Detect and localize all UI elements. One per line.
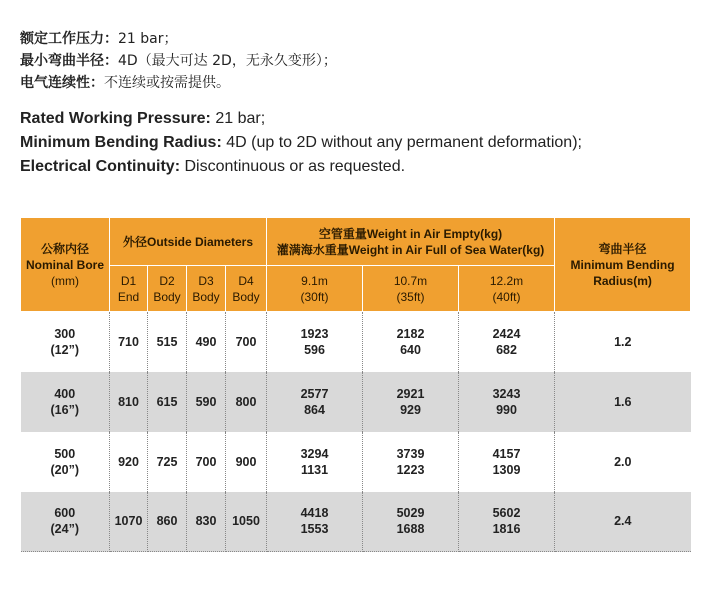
specs-english	[20, 107, 582, 179]
spec-value: Discontinuous or as requested.	[180, 158, 406, 175]
header-len-40ft: 12.2m (40ft)	[459, 266, 555, 312]
header-d1: D1 End	[110, 266, 148, 312]
bore-cell: 600 (24”)	[21, 492, 110, 552]
spec-line-continuity-en	[20, 155, 582, 179]
table-row	[21, 312, 691, 372]
header-outside-diameters: 外径Outside Diameters	[110, 218, 267, 266]
header-bending-radius: 弯曲半径 Minimum Bending Radius(m)	[555, 218, 691, 312]
header-len-30ft: 9.1m (30ft)	[267, 266, 363, 312]
bore-cell: 400 (16”)	[21, 372, 110, 432]
d1-cell: 810	[110, 372, 148, 432]
d1-cell: 920	[110, 432, 148, 492]
table-row	[21, 492, 691, 552]
specs-chinese	[20, 28, 337, 94]
header-d4: D4 Body	[226, 266, 267, 312]
d4-cell: 900	[226, 432, 267, 492]
spec-key: Electrical Continuity:	[20, 158, 181, 175]
spec-line-continuity-cn	[20, 72, 337, 94]
weight-cell: 2577 864	[267, 372, 363, 432]
d3-cell: 590	[187, 372, 226, 432]
d4-cell: 800	[226, 372, 267, 432]
radius-cell: 2.0	[555, 432, 691, 492]
spec-key: 额定工作压力：	[20, 31, 118, 47]
radius-cell: 1.6	[555, 372, 691, 432]
d2-cell: 860	[148, 492, 187, 552]
table-row	[21, 432, 691, 492]
d4-cell: 700	[226, 312, 267, 372]
radius-cell: 2.4	[555, 492, 691, 552]
header-nominal-bore: 公称内径 Nominal Bore (mm)	[21, 218, 110, 312]
d3-cell: 830	[187, 492, 226, 552]
bore-cell: 500 (20”)	[21, 432, 110, 492]
header-len-35ft: 10.7m (35ft)	[363, 266, 459, 312]
specs-table	[20, 217, 691, 552]
weight-cell: 4418 1553	[267, 492, 363, 552]
spec-key: Minimum Bending Radius:	[20, 134, 222, 151]
spec-line-pressure-en	[20, 107, 582, 131]
spec-value: 4D（最大可达 2D，无永久变形）；	[118, 53, 337, 69]
weight-cell: 4157 1309	[459, 432, 555, 492]
d3-cell: 700	[187, 432, 226, 492]
bore-cell: 300 (12”)	[21, 312, 110, 372]
spec-value: 不连续或按需提供。	[104, 75, 230, 91]
d1-cell: 710	[110, 312, 148, 372]
spec-line-bending-en	[20, 131, 582, 155]
d3-cell: 490	[187, 312, 226, 372]
spec-line-pressure-cn	[20, 28, 337, 50]
header-weight: 空管重量Weight in Air Empty(kg) 灌满海水重量Weight in Air Full of Sea Water(kg)	[267, 218, 555, 266]
header-d2: D2 Body	[148, 266, 187, 312]
weight-cell: 5029 1688	[363, 492, 459, 552]
spec-value: 21 bar；	[118, 31, 178, 47]
spec-value: 21 bar;	[210, 110, 266, 127]
weight-cell: 2182 640	[363, 312, 459, 372]
spec-key: 最小弯曲半径：	[20, 53, 118, 69]
weight-cell: 5602 1816	[459, 492, 555, 552]
weight-cell: 3739 1223	[363, 432, 459, 492]
d1-cell: 1070	[110, 492, 148, 552]
spec-value: 4D (up to 2D without any permanent deformation);	[221, 134, 582, 151]
weight-cell: 2424 682	[459, 312, 555, 372]
weight-cell: 1923 596	[267, 312, 363, 372]
radius-cell: 1.2	[555, 312, 691, 372]
weight-cell: 2921 929	[363, 372, 459, 432]
spec-key: Rated Working Pressure:	[20, 110, 211, 127]
table-row	[21, 372, 691, 432]
d2-cell: 725	[148, 432, 187, 492]
d4-cell: 1050	[226, 492, 267, 552]
spec-key: 电气连续性：	[20, 75, 104, 91]
spec-line-bending-cn	[20, 50, 337, 72]
header-d3: D3 Body	[187, 266, 226, 312]
weight-cell: 3243 990	[459, 372, 555, 432]
weight-cell: 3294 1131	[267, 432, 363, 492]
d2-cell: 515	[148, 312, 187, 372]
d2-cell: 615	[148, 372, 187, 432]
